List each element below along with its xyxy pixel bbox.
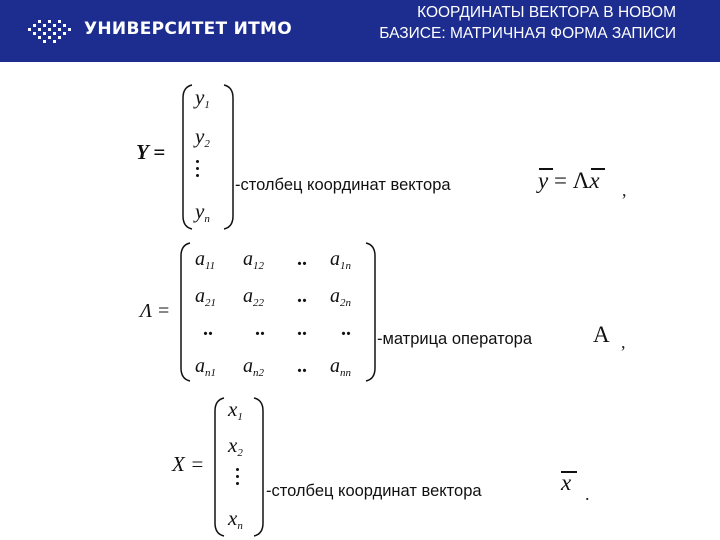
slide-title: [336, 2, 676, 44]
eq1-entry-2: $y_2$: [195, 124, 210, 150]
itmo-logo-icon: [26, 18, 74, 46]
eq3-period: .: [585, 484, 590, 504]
eq2-cell: ..: [341, 318, 351, 340]
eq2-operator: A: [593, 322, 610, 347]
eq1-left-bracket: [180, 84, 194, 230]
eq2-cell: ..: [297, 318, 307, 340]
eq2-cell: $a_{21}$: [195, 285, 216, 309]
eq1-entry-n: $y_n$: [195, 199, 210, 225]
eq2-cell: $a_{1n}$: [330, 248, 351, 272]
eq1-comma: ,: [622, 180, 627, 200]
eq1-right-bracket: [222, 84, 236, 230]
header-bar: [0, 0, 720, 62]
eq2-cell: ..: [297, 355, 307, 377]
eq2-lhs: Λ =: [140, 300, 171, 322]
eq3-entry-n: $x_n$: [228, 506, 243, 532]
eq2-cell: $a_{12}$: [243, 248, 264, 272]
eq2-right-bracket: [364, 242, 378, 382]
eq2-cell: ..: [203, 318, 213, 340]
eq2-comma: ,: [621, 332, 626, 352]
eq2-label: -матрица оператора: [377, 330, 532, 348]
eq2-cell: ..: [297, 248, 307, 270]
eq2-cell: ..: [297, 285, 307, 307]
slide-title-line-2: БАЗИСЕ: МАТРИЧНАЯ ФОРМА ЗАПИСИ: [379, 25, 676, 42]
eq3-entry-1: $x_1$: [228, 397, 243, 423]
eq1-vertical-dots: [196, 160, 200, 181]
eq2-cell: $a_{nn}$: [330, 355, 351, 379]
eq3-vertical-dots: [236, 468, 240, 489]
eq1-expression: y = Λx: [538, 168, 600, 193]
eq2-cell: $a_{11}$: [195, 248, 216, 272]
eq3-left-bracket: [212, 397, 226, 537]
eq1-entry-1: $y_1$: [195, 85, 210, 111]
eq3-label: -столбец координат вектора: [266, 482, 482, 500]
eq2-cell: $a_{2n}$: [330, 285, 351, 309]
eq2-cell: $a_{22}$: [243, 285, 264, 309]
university-name: УНИВЕРСИТЕТ ИТМО: [84, 19, 293, 39]
eq2-cell: ..: [255, 318, 265, 340]
eq3-entry-2: $x_2$: [228, 433, 243, 459]
eq3-right-bracket: [252, 397, 266, 537]
eq2-cell: $a_{n1}$: [195, 355, 216, 379]
eq3-vector: x: [561, 470, 572, 495]
eq3-lhs: X =: [172, 452, 205, 476]
eq1-label: -столбец координат вектора: [235, 176, 451, 194]
eq2-cell: $a_{n2}$: [243, 355, 264, 379]
eq2-left-bracket: [178, 242, 192, 382]
slide-title-line-1: КООРДИНАТЫ ВЕКТОРА В НОВОМ: [417, 4, 676, 21]
eq1-lhs: Y =: [136, 140, 166, 164]
